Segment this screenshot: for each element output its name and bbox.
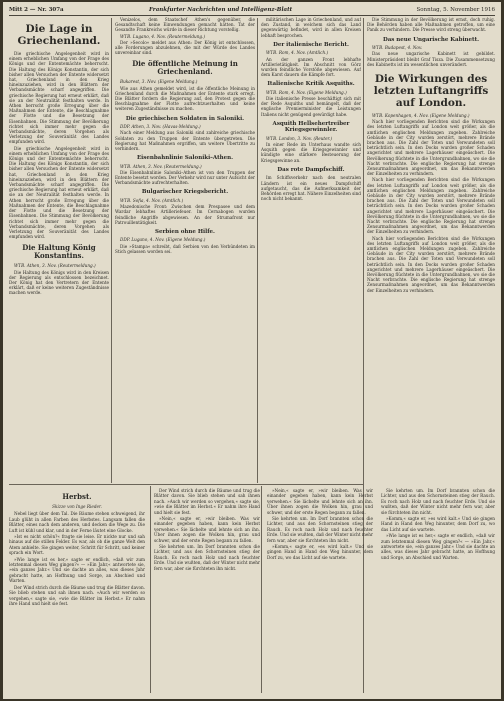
- dateline: WTB. Rom, 4. Nov. (Eigene Meldung.): [266, 89, 347, 95]
- article-body: Die griechische Angelegenheit wird in einem erheblichen Umfang von der Frage des Königs und der Ententemächte beherrscht. Die Haltung des Königs Konstantin, der sich bisher allen Versuchen der Entente widersetzt hat, Griechenland in den Krieg hineinzuziehen, wird in den Blättern der Verbandsmächte scharf angegriffen. Die griechische Regierung hat erneut erklärt, daß sie an der Neutralität festhalten werde. In Athen herrscht große Erregung über die Maßnahmen der Entente, die Beschlagnahme der Flotte und die Besetzung der Eisenbahnen. Die Stimmung der Bevölkerung richtet sich immer mehr gegen die Verbandsmächte, deren Vorgehen als Verletzung der Souveränität des Landes empfunden wird.: [9, 51, 109, 145]
- dateline: WTB. Kopenhagen, 4. Nov. (Eigene Meldung.): [372, 112, 470, 118]
- article-body: Wie aus Athen gemeldet wird, ist die öffentliche Meinung in Griechenland durch die Maßnahmen der Entente stark erregt. Die Blätter fordern die Regierung auf, den Protest gegen die Beschlagnahme der Flotte aufrechtzuerhalten und keine weiteren Zugeständnisse zu machen.: [115, 85, 255, 112]
- headline-king: Die Haltung König Konstantins.: [22, 243, 96, 261]
- feuilleton-paragraph: Sie kehrten um. Im Dorf brannten schon die Lichter, und aus den Schornsteinen stieg der Rauch. Es roch nach Holz und nach feuchter Erde. Und sie wußten, daß der Winter nicht mehr fern war, aber sie fürchteten ihn nicht.: [154, 544, 260, 571]
- article-body: Nach hier vorliegenden Berichten sind die Wirkungen des letzten Luftangriffs auf London weit größer, als die amtlichen englischen Meldungen zugeben. Zahlreiche Gebäude in der City wurden zerstört, mehrere Brände brachen aus. Die Zahl der Toten und Verwundeten soll beträchtlich sein. In den Docks wurden großer Schaden angerichtet und mehrere Lagerhäuser eingeäschert. Die Bevölkerung flüchtete in die Untergrundbahnen, wo sie die Nacht verbrachte. Die englische Regierung hat strenge Zensurmaßnahmen angeordnet, um das Bekanntwerden der Einzelheiten zu verhindern.: [367, 119, 495, 177]
- headline-soldiers: Die griechischen Soldaten in Saloniki.: [125, 115, 245, 122]
- dateline: WTB. Sofia, 4. Nov. (Amtlich.): [120, 197, 184, 203]
- dateline: WTB. London, 3. Nov. (Reuter.): [266, 135, 333, 141]
- headline-serbia: Serbien ohne Hilfe.: [155, 228, 215, 235]
- dateline: WTB. Athen, 3. Nov. (Reutermeldung.): [120, 163, 202, 169]
- feuilleton-paragraph: »Wie lange ist es her,« sagte er endlich, »daß wir zum letztenmal diesen Weg gingen?« — »Ein Jahr,« antwortete sie, »ein ganzes Jahr.« Und sie dachte an alles, was dieses Jahr gebracht hatte, an Hoffnung und Sorge, an Abschied und Warten.: [9, 556, 145, 584]
- article-body: Venizelos, dem Staatschef Athen's gegenüber, die Gesandtschaft keine Einwendungen gemacht hätten. Tat der Gesandte Frankreichs würde in dieser Richtung vorstellig.: [115, 17, 255, 33]
- feuilleton-paragraph: Sie kehrten um. Im Dorf brannten schon die Lichter, und aus den Schornsteinen stieg der Rauch. Es roch nach Holz und nach feuchter Erde. Und sie wußten, daß der Winter nicht mehr fern war, aber sie fürchteten ihn nicht.: [381, 488, 495, 515]
- article-body: Mazedonische Front: Zwischen dem Prespasee und dem Wardar lebhaftes Artilleriefeuer. Im Cernabogen wurden feindliche Angriffe abgewiesen. An der Strumafront nur Patrouillentätigkeit.: [115, 204, 255, 225]
- column-4: [367, 17, 495, 487]
- dateline: WTB. Athen, 3. Nov. (Reutermeldung.): [14, 263, 96, 269]
- issue-number: Mitt 2 — Nr. 307a: [9, 7, 64, 13]
- feuilleton-column-2: [154, 488, 260, 692]
- article-body: Die Stimmung in der Bevölkerung ist ernst, doch ruhig. Die Behörden haben alle Maßnahmen getroffen, um eine Panik zu verhindern. Die Presse wird streng überwacht.: [367, 17, 495, 33]
- article-body: In einer Rede im Unterhaus wandte sich Asquith gegen die Kriegsgewinnler und kündigte eine stärkere Besteuerung der Kriegsgewinne an.: [261, 142, 361, 163]
- headline-greece: Die Lage in Griechenland.: [17, 23, 101, 47]
- article-body: Nach hier vorliegenden Berichten sind die Wirkungen des letzten Luftangriffs auf London weit größer, als die amtlichen englischen Meldungen zugeben. Zahlreiche Gebäude in der City wurden zerstört, mehrere Brände brachen aus. Die Zahl der Toten und Verwundeten soll beträchtlich sein. In den Docks wurden großer Schaden angerichtet und mehrere Lagerhäuser eingeäschert. Die Bevölkerung flüchtete in die Untergrundbahnen, wo sie die Nacht verbrachte. Die englische Regierung hat strenge Zensurmaßnahmen angeordnet, um das Bekanntwerden der Einzelheiten zu verhindern.: [367, 235, 495, 293]
- feuilleton-paragraph: »Wie lange ist es her,« sagte er endlich, »daß wir zum letztenmal diesen Weg gingen?« — »Ein Jahr,« antwortete sie, »ein ganzes Jahr.« Und sie dachte an alles, was dieses Jahr gebracht hatte, an Hoffnung und Sorge, an Abschied und Warten.: [381, 533, 495, 560]
- feuilleton-byline: Skizze von Inge Rieder.: [52, 504, 102, 509]
- headline-asquith: Asquith Hellsehertreiber Kriegsgewinnler.: [272, 120, 350, 134]
- article-body: Die »Stampa« schreibt, daß Serbien von den Verbündeten im Stich gelassen worden sei.: [115, 243, 255, 254]
- article-body: militärischen Lage in Griechenland, und auf den Zustand, in welchem sich das Land gegenwärtig befindet, wird in allen Kreisen lebhaft besprochen.: [261, 17, 361, 38]
- column-3: [261, 17, 361, 347]
- article-body: Nach einer Meldung aus Saloniki sind zahlreiche griechische Soldaten zu den Truppen der Entente übergetreten. Die Regierung hat Maßnahmen ergriffen, um weitere Übertritte zu verhindern.: [115, 130, 255, 151]
- article-body: Im Schiffsverkehr nach den neutralen Ländern ist ein neues Dampfschiff aufgetaucht, das die Aufmerksamkeit der Behörden erregt hat. Nähere Einzelheiten sind noch nicht bekannt.: [261, 175, 361, 202]
- headline-london-airraid: Die Wirkungen des letzten Luftangriffs auf London.: [373, 72, 489, 109]
- headline-hungarian-cabinet: Das neue Ungarische Kabinett.: [382, 36, 480, 43]
- dateline: WTB. Lugano, 4. Nov. (Reutermeldung.): [120, 33, 206, 39]
- feuilleton-paragraph: »Nein,« sagte er, »wir bleiben. Was wir einander gegeben haben, kann kein Herbst verwehen.« Sie lächelte und lehnte sich an ihn. Über ihnen zogen die Wolken hin, grau und schwer, und der erste Regen begann zu fallen.: [267, 488, 373, 515]
- headline-italian-report: Der italienische Bericht.: [273, 41, 349, 48]
- article-body: Der »Secolo« meldet aus Athen: Der König ist entschlossen, alle Forderungen abzulehnen, die mit der Würde des Landes unvereinbar sind.: [115, 39, 255, 56]
- issue-date: Sonntag, 5. November 1916: [416, 7, 495, 13]
- newspaper-title: Frankfurter Nachrichten und Intelligenz-Blatt: [149, 7, 293, 13]
- headline-railway: Eisenbahnlinie Saloniki–Athen.: [136, 155, 234, 162]
- column-rule: [111, 18, 112, 483]
- article-body: Die Eisenbahnlinie Saloniki–Athen ist von den Truppen der Entente besetzt worden. Der Verkehr wird nur unter Aufsicht der Verbandsmächte aufrechterhalten.: [115, 169, 255, 186]
- feuilleton-paragraph: »Ist es nicht schön?« fragte sie leise. Er nickte nur und sah hinaus auf die stillen Felder. Es war, als ob die ganze Welt den Atem anhielte. Sie gingen weiter, Schritt für Schritt, und keiner sprach ein Wort.: [9, 534, 145, 556]
- column-1: [9, 17, 109, 447]
- dateline: DDP. Lugano, 4. Nov. (Eigene Meldung.): [120, 237, 206, 243]
- column-rule: [257, 18, 258, 483]
- dateline: Bukarest, 3. Nov. (Eigene Meldung.): [120, 79, 198, 85]
- article-body: Die griechische Angelegenheit wird in einem erheblichen Umfang von der Frage des Königs und der Ententemächte beherrscht. Die Haltung des Königs Konstantin, der sich bisher allen Versuchen der Entente widersetzt hat, Griechenland in den Krieg hineinzuziehen, wird in den Blättern der Verbandsmächte scharf angegriffen. Die griechische Regierung hat erneut erklärt, daß sie an der Neutralität festhalten werde. In Athen herrscht große Erregung über die Maßnahmen der Entente, die Beschlagnahme der Flotte und die Besetzung der Eisenbahnen. Die Stimmung der Bevölkerung richtet sich immer mehr gegen die Verbandsmächte, deren Vorgehen als Verletzung der Souveränität des Landes empfunden wird.: [9, 145, 109, 240]
- article-body: Die italienische Presse beschäftigt sich mit der Rede Asquiths und bemängelt, daß der englische Premierminister die Leistungen Italiens nicht genügend gewürdigt habe.: [261, 96, 361, 117]
- article-body: Die Haltung des Königs wird in den Kreisen der Regierung als entschlossen bezeichnet. Der König hat den Vertretern der Entente erklärt, daß er keine weiteren Zugeständnisse machen werde.: [9, 269, 109, 296]
- feuilleton-column-4: [381, 488, 495, 692]
- feuilleton-paragraph: »Komm,« sagte er, »es wird kalt.« Und sie gingen Hand in Hand den Weg hinunter, dem Dorf zu, wo das Licht auf sie wartete.: [267, 544, 373, 560]
- dateline: WTB. Rom, 4. Nov. (Amtlich.): [266, 50, 329, 56]
- newspaper-page: [3, 2, 501, 699]
- dateline: WTB. Budapest, 4. Nov.: [372, 45, 423, 51]
- feuilleton-column-3: [267, 488, 373, 692]
- feuilleton-paragraph: Sie kehrten um. Im Dorf brannten schon die Lichter, und aus den Schornsteinen stieg der Rauch. Es roch nach Holz und nach feuchter Erde. Und sie wußten, daß der Winter nicht mehr fern war, aber sie fürchteten ihn nicht.: [267, 516, 373, 543]
- article-body: Nach hier vorliegenden Berichten sind die Wirkungen des letzten Luftangriffs auf London weit größer, als die amtlichen englischen Meldungen zugeben. Zahlreiche Gebäude in der City wurden zerstört, mehrere Brände brachen aus. Die Zahl der Toten und Verwundeten soll beträchtlich sein. In den Docks wurden großer Schaden angerichtet und mehrere Lagerhäuser eingeäschert. Die Bevölkerung flüchtete in die Untergrundbahnen, wo sie die Nacht verbrachte. Die englische Regierung hat strenge Zensurmaßnahmen angeordnet, um das Bekanntwerden der Einzelheiten zu verhindern.: [367, 177, 495, 235]
- masthead: [9, 6, 495, 16]
- column-2: [115, 17, 255, 347]
- headline-italian-critique: Italienische Kritik Asquiths.: [267, 81, 355, 88]
- feuilleton-rule: [9, 484, 363, 485]
- feuilleton-paragraph: Der Wind strich durch die Bäume und trug die Blätter davon. Sie blieb stehen und sah ihnen nach. »Auch wir werden so vergehen,« sagte sie, »wie die Blätter im Herbst.« Er nahm ihre Hand und hielt sie fest.: [154, 488, 260, 515]
- headline-public-opinion: Die öffentliche Meinung in Griechenland.: [132, 59, 238, 77]
- feuilleton-paragraph: »Komm,« sagte er, »es wird kalt.« Und sie gingen Hand in Hand den Weg hinunter, dem Dorf zu, wo das Licht auf sie wartete.: [381, 516, 495, 532]
- feuilleton-paragraph: Der Wind strich durch die Bäume und trug die Blätter davon. Sie blieb stehen und sah ihnen nach. »Auch wir werden so vergehen,« sagte sie, »wie die Blätter im Herbst.« Er nahm ihre Hand und hielt sie fest.: [9, 584, 145, 606]
- feuilleton-title: Herbst.: [62, 492, 92, 501]
- feuilleton-paragraph: »Nein,« sagte er, »wir bleiben. Was wir einander gegeben haben, kann kein Herbst verwehen.« Sie lächelte und lehnte sich an ihn. Über ihnen zogen die Wolken hin, grau und schwer, und der erste Regen begann zu fallen.: [154, 516, 260, 543]
- headline-steamship: Das rote Dampfschiff.: [277, 166, 345, 173]
- headline-bulgarian-report: Bulgarischer Kriegsbericht.: [141, 189, 229, 196]
- feuilleton-column-1: [9, 488, 145, 692]
- dateline: DDP. Athen, 3. Nov. (Havas-Meldung.): [120, 124, 201, 130]
- article-body: Das neue ungarische Kabinett ist gebildet. Ministerpräsident bleibt Graf Tisza. Die Zusammensetzung des Kabinetts ist im wesentlichen unverändert.: [367, 51, 495, 67]
- feuilleton-paragraph: Nebel liegt über dem Tal. Die Bäume stehen schweigend, ihr Laub glüht in allen Farben des Herbstes. Langsam fallen die Blätter, eines nach dem anderen, und decken die Wege zu. Die Luft ist kühl und klar, und in der Ferne läutet eine Glocke.: [9, 511, 145, 533]
- feuilleton: [9, 488, 495, 692]
- article-body: An der ganzen Front lebhafte Artillerietätigkeit. Im Abschnitt von Görz wurden feindliche Vorstöße abgewiesen. Auf dem Karst dauern die Kämpfe fort.: [261, 56, 361, 78]
